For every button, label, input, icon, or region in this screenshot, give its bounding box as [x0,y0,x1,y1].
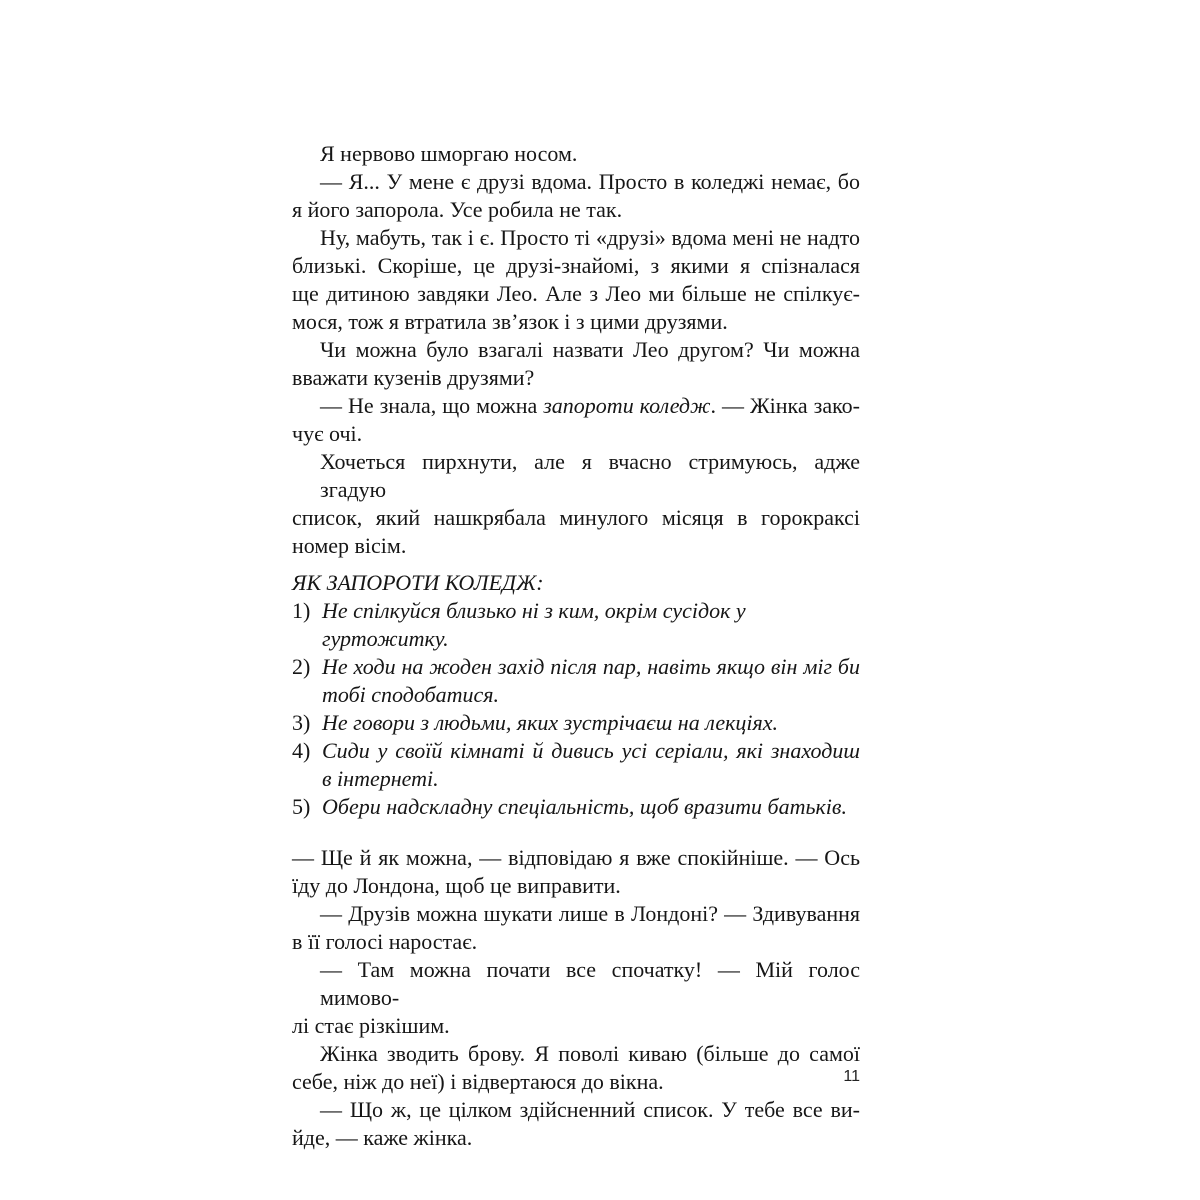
text-run: чує очі. [292,421,363,446]
text-run: їду до Лондона, щоб це виправити. [292,873,621,898]
text-run: себе, ніж до неї) і відвертаюся до вікна. [292,1069,664,1094]
text-run: . — Жінка зако- [710,393,860,418]
text-run: номер вісім. [292,533,407,558]
text-run: йде, — каже жінка. [292,1125,473,1150]
list-item-number: 4) [292,738,311,763]
text-run: лі стає різкішим. [292,1013,450,1038]
text-line [292,196,860,224]
emphasized-text: запороти коледж [543,393,711,418]
paragraph [292,956,860,1040]
text-line [292,364,860,392]
list-item-line [292,765,860,793]
text-run: Обери надскладну спеціальність, щоб вразити батьків. [322,794,847,819]
paragraph [292,224,860,336]
list-item-line [292,597,860,653]
text-run: Сиди у своїй кімнаті й дивись усі серіали, які знаходиш [322,738,860,763]
list-item-number: 1) [292,598,311,623]
paragraph [292,448,860,560]
text-line [292,168,860,196]
paragraph [292,140,860,168]
text-line [292,448,860,504]
text-run: Ну, мабуть, так і є. Просто ті «друзі» вдома мені не надто [320,225,860,250]
text-run: Не ходи на жоден захід після пар, навіть якщо він міг би [322,654,860,679]
text-run: ще дитиною завдяки Лео. Але з Лео ми більше не спілкує- [292,281,860,306]
list-item-line [292,737,860,765]
paragraph [292,392,860,448]
text-run: Чи можна було взагалі назвати Лео другом? Чи можна [320,337,860,362]
text-run: — Друзів можна шукати лише в Лондоні? — Здивування [320,901,860,926]
list-item-number: 3) [292,710,311,735]
text-run: — Ще й як можна, — відповідаю я вже спокійніше. — Ось [292,845,860,870]
text-run: я його запорола. Усе робила не так. [292,197,623,222]
numbered-list [292,597,860,821]
list-item-line [292,653,860,681]
text-line [292,844,860,872]
text-line [292,1096,860,1124]
list-item-line [292,793,860,821]
text-run: — Я... У мене є друзі вдома. Просто в коледжі немає, бо [320,169,860,194]
text-run: — Що ж, це цілком здійсненний список. У тебе все ви- [320,1097,860,1122]
text-line [292,392,860,420]
text-run: Жінка зводить брову. Я поволі киваю (більше до самої [320,1041,860,1066]
text-run: ЯК ЗАПОРОТИ КОЛЕДЖ: [292,570,544,595]
list-item-number: 5) [292,794,311,819]
text-line [292,928,860,956]
text-line [292,252,860,280]
paragraph [292,168,860,224]
text-line [292,224,860,252]
text-run: в її голосі наростає. [292,929,478,954]
text-line [292,280,860,308]
text-line [292,140,860,168]
paragraph [292,336,860,392]
text-run: тобі сподобатися. [322,682,500,707]
text-run: Не спілкуйся близько ні з ким, окрім сусідок у гуртожитку. [322,598,746,651]
text-line [292,1124,860,1152]
text-run: вважати кузенів друзями? [292,365,535,390]
text-line [292,1012,860,1040]
text-run: в інтернеті. [322,766,439,791]
list-heading [292,569,860,597]
text-line [292,532,860,560]
heading-line [292,569,860,597]
list-item-line [292,681,860,709]
text-line [292,504,860,532]
text-line [292,420,860,448]
text-run: список, який нашкрябала минулого місяця в горокраксі [292,505,860,530]
text-line [292,336,860,364]
text-run: мося, тож я втратила зв’язок і з цими друзями. [292,309,728,334]
text-line [292,872,860,900]
text-run: — Не знала, що можна [320,393,544,418]
text-line [292,956,860,1012]
list-item-number: 2) [292,654,311,679]
paragraph [292,844,860,900]
text-run: Не говори з людьми, яких зустрічаєш на лекціях. [322,710,779,735]
paragraph [292,1096,860,1152]
page-number: 11 [843,1068,860,1085]
text-run: — Там можна почати все спочатку! — Мій голос мимово- [320,957,860,1010]
text-line [292,308,860,336]
text-run: Я нервово шморгаю носом. [320,141,578,166]
list-item-line [292,709,860,737]
text-block [292,140,860,1152]
text-run: Хочеться пирхнути, але я вчасно стримуюсь, адже згадую [320,449,860,502]
text-line [292,1040,860,1068]
text-line [292,900,860,928]
paragraph [292,900,860,956]
text-run: близькі. Скоріше, це друзі-знайомі, з якими я спізналася [292,253,860,278]
